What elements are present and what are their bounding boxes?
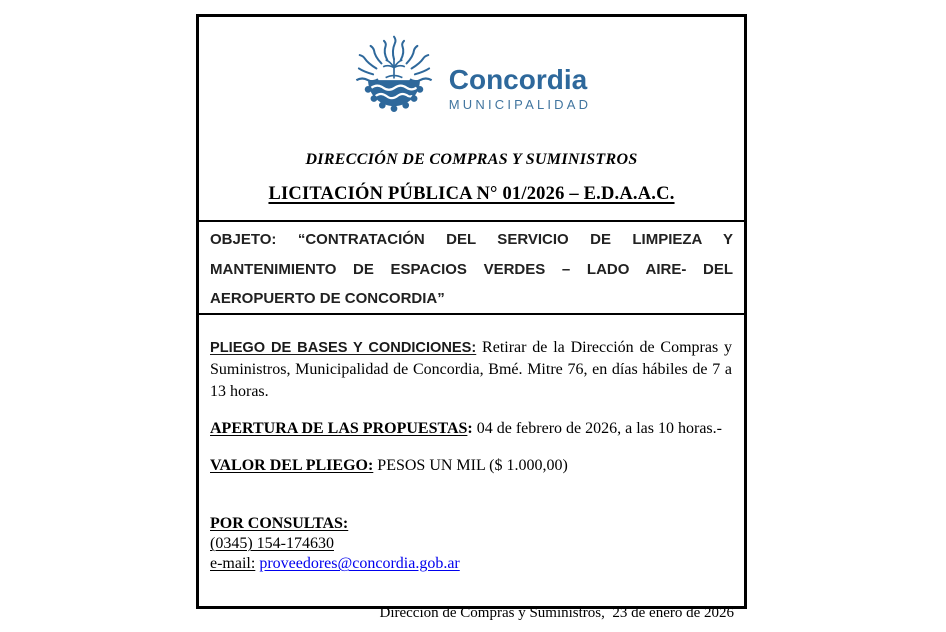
email-link[interactable]: proveedores@concordia.gob.ar	[259, 555, 460, 572]
valor-paragraph	[210, 455, 732, 477]
valor-label: VALOR DEL PLIEGO:	[210, 457, 374, 474]
department-heading: DIRECCIÓN DE COMPRAS Y SUMINISTROS	[305, 151, 638, 168]
logo-subtitle: MUNICIPALIDAD	[448, 96, 592, 112]
consultas-label: POR CONSULTAS:	[210, 515, 349, 532]
tender-notice-document	[196, 14, 747, 621]
valor-text: PESOS UN MIL ($ 1.000,00)	[373, 457, 568, 474]
apertura-colon: :	[467, 420, 473, 437]
pliego-text: Retirar de la Dirección de Compras y Suministros, Municipalidad de Concordia, Bmé. Mitre 76, en días hábiles de 7 a 13 horas.	[210, 339, 732, 400]
apertura-label: APERTURA DE LAS PROPUESTAS	[210, 420, 468, 437]
consultas-block	[210, 514, 732, 574]
document-body	[199, 337, 744, 629]
consultas-phone: (0345) 154-174630	[210, 535, 334, 552]
pliego-label: PLIEGO DE BASES Y CONDICIONES:	[210, 340, 477, 356]
concordia-emblem-icon	[352, 35, 436, 127]
apertura-paragraph	[210, 418, 732, 440]
email-label: e-mail:	[210, 555, 256, 572]
logo-wordmark	[449, 51, 591, 112]
municipality-logo	[199, 17, 744, 127]
footer-dateline: Dirección de Compras y Suministros, 23 de enero de 2026	[379, 605, 734, 621]
apertura-text: 04 de febrero de 2026, a las 10 horas.-	[472, 420, 722, 437]
pliego-paragraph	[210, 337, 732, 403]
document-header	[199, 17, 744, 220]
objeto-section: OBJETO: “CONTRATACIÓN DEL SERVICIO DE LIMPIEZA Y MANTENIMIENTO DE ESPACIOS VERDES – LADO AIRE- DEL AEROPUERTO DE CONCORDIA”	[199, 220, 744, 315]
logo-name: Concordia	[448, 63, 588, 95]
tender-title: LICITACIÓN PÚBLICA N° 01/2026 – E.D.A.A.C.	[268, 184, 675, 204]
